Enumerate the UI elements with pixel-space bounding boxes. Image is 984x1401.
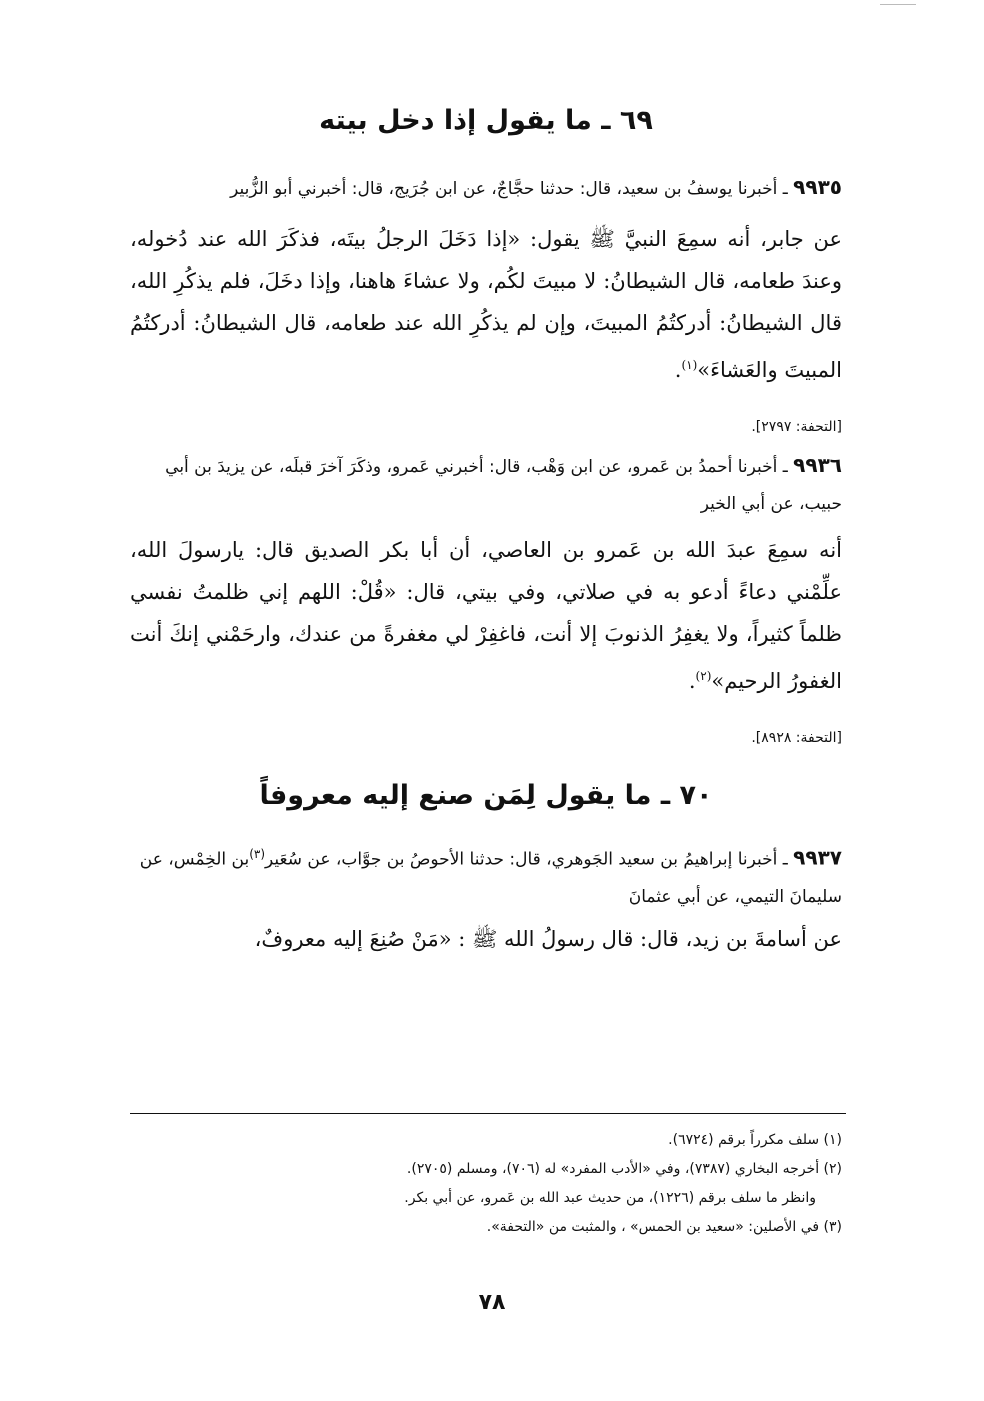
hadith-number: ٩٩٣٧: [793, 845, 842, 870]
page-number: ٧٨: [478, 1290, 506, 1315]
footnote-divider: [130, 1113, 846, 1114]
isnad-text: ـ أخبرنا إبراهيمُ بن سعيد الجَوهري، قال: حدثنا الأحوصُ بن جوَّاب، عن سُعَير: [265, 849, 788, 870]
isnad-text: ـ أخبرنا أحمدُ بن عَمرو، عن ابن وَهْب، قال: أخبرني عَمرو، وذكَرَ آخرَ قبلَه، عن يزيدَ بن أبي حبيب، عن أبي الخير: [165, 457, 842, 514]
matn-text: عن جابر، أنه سمِعَ النبيَّ ﷺ يقول: «إذا دَخَلَ الرجلُ بيتَه، فذكَرَ الله عند دُخوله، وعندَ طعامه، قال الشيطانُ: لا مبيتَ لكُم، ولا عشاءَ هاهنا، وإذا دخَلَ، فلم يذكُرِ الله، قال الشيطانُ: أدركتُمُ المبيتَ، وإن لم يذكُرِ الله عند طعامه، قال الشيطانُ: أدركتُمُ المبيتَ والعَشاءَ»: [130, 227, 842, 382]
hadith-9937-isnad: [130, 836, 842, 916]
footnote-2: (٢) أخرجه البخاري (٧٣٨٧)، وفي «الأدب المفرد» له (٧٠٦)، ومسلم (٢٧٠٥).: [406, 1161, 842, 1177]
footnotes: [140, 1126, 842, 1242]
hadith-9935-isnad: [130, 169, 842, 208]
page-body: [130, 95, 842, 960]
hadith-number: ٩٩٣٦: [793, 453, 842, 477]
footnote-1: (١) سلف مكرراً برقم (٦٧٢٤).: [668, 1132, 842, 1148]
footnote-ref: (١): [681, 358, 698, 372]
hadith-9936-matn: أنه سمِعَ عبدَ الله بن عَمرو بن العاصي، أن أبا بكر الصديق قال: يارسولَ الله، علِّمْني دعاءً أدعو به في صلاتي، وفي بيتي، قال: «قُلْ: اللهم إني ظلمتُ نفسي ظلماً كثيراً، ولا يغفِرُ الذنوبَ إلا أنت، فاغفِرْ لي مغفرةً من عندك، وارحَمْني إنكَ أنت الغفورُ الرحيم»$^{(٢)}$.: [130, 538, 842, 693]
tuhfa-ref: [التحفة: ٨٩٢٨].: [751, 730, 842, 746]
footnote-2-continued: وانظر ما سلف برقم (١٢٢٦)، من حديث عبد الله بن عَمرو، عن أبي بكر.: [404, 1190, 816, 1206]
hadith-9935-matn: عن جابر، أنه سمِعَ النبيَّ ﷺ يقول: «إذا دَخَلَ الرجلُ بيتَه، فذكَرَ الله عند دُخوله، وعندَ طعامه، قال الشيطانُ: لا مبيتَ لكُم، ولا عشاءَ هاهنا، وإذا دخَلَ، فلم يذكُرِ الله، قال الشيطانُ: أدركتُمُ المبيتَ، وإن لم يذكُرِ الله عند طعامه، قال الشيطانُ: أدركتُمُ المبيتَ والعَشاءَ»$^{(١)}$.: [130, 227, 842, 382]
hadith-9936-isnad: [130, 447, 842, 523]
chapter-title-70: ٧٠ ـ ما يقول لِمَن صنع إليه معروفاً: [259, 780, 713, 811]
footnote-ref: (٢): [695, 669, 712, 683]
tuhfa-ref: [التحفة: ٢٧٩٧].: [751, 419, 842, 435]
isnad-text: ـ أخبرنا يوسفُ بن سعيد، قال: حدثنا حجَّاجٌ، عن ابن جُرَيج، قال: أخبرني أبو الزُّبير: [230, 179, 788, 199]
hadith-9937-matn: عن أسامةَ بن زيد، قال: قال رسولُ الله ﷺ : «مَنْ صُنِعَ إليه معروفٌ،: [254, 926, 842, 951]
hadith-number: ٩٩٣٥: [793, 175, 842, 199]
chapter-title-69: ٦٩ ـ ما يقول إذا دخل بيته: [319, 105, 653, 136]
isnad-text: بن الخِمْس، عن سليمانَ التيمي، عن أبي عثمانَ: [139, 849, 842, 907]
matn-text: أنه سمِعَ عبدَ الله بن عَمرو بن العاصي، أن أبا بكر الصديق قال: يارسولَ الله، علِّمْني دعاءً أدعو به في صلاتي، وفي بيتي، قال: «قُلْ: اللهم إني ظلمتُ نفسي ظلماً كثيراً، ولا يغفِرُ الذنوبَ إلا أنت، فاغفِرْ لي مغفرةً من عندك، وارحَمْني إنكَ أنت الغفورُ الرحيم»: [130, 538, 842, 693]
footnote-ref: (٣): [249, 847, 266, 861]
footnote-3: (٣) في الأصلين: «سعيد بن الحمس» ، والمثبت من «التحفة».: [486, 1219, 842, 1235]
corner-mark: [880, 4, 916, 5]
